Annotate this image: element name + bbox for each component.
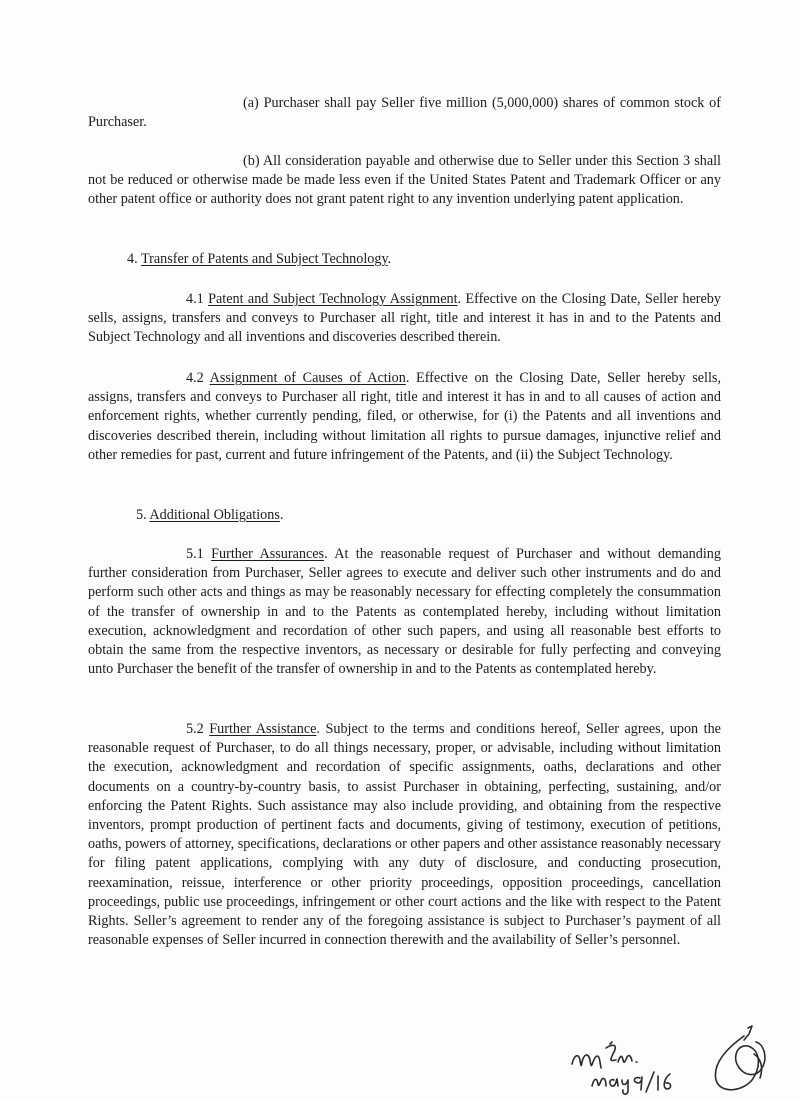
- section-5-1-number: 5.1: [186, 546, 204, 562]
- initials-signature-icon: [566, 1022, 796, 1100]
- section-5-2-body: . Subject to the terms and conditions hereof, Seller agrees, upon the reasonable request of Purchaser, to do all things necessary, proper, or advisable, including without limitation the execution, acknowledgment and recordation of specific assignments, oaths, declarations and other documents on a country-by-country basis, to assist Purchaser in obtaining, perfecting, sustaining, and/or enforcing the Patent Rights. Such assistance may also include providing, and obtaining from the respective inventors, prompt production of pertinent facts and documents, giving of testimony, execution of petitions, oaths, powers of attorney, specifications, declarations or other papers and other assistance reasonably necessary for filing patent applications, complying with any duty of disclosure, and conducting prosecution, reexamination, reissue, interference or other priority proceedings, opposition proceedings, cancellation proceedings, public use proceedings, infringement or other court actions and the like with respect to the Patent Rights. Seller’s agreement to render any of the foregoing assistance is subject to Purchaser’s payment of all reasonable expenses of Seller incurred in connection therewith and the availability of Seller’s personnel.: [88, 721, 721, 949]
- section-5-1-title: Further Assurances: [211, 546, 325, 562]
- section-4-2-body: . Effective on the Closing Date, Seller hereby sells, assigns, transfers and conveys to Purchaser all right, title and interest it has in and to all causes of action and enforcement rights, whether currently pending, filed, or otherwise, for (i) the Patents and all inventions and discoveries described therein, including without limitation all rights to pursue damages, injunctive relief and other remedies for past, current and future infringement of the Patents, and (ii) the Subject Technology.: [88, 370, 721, 463]
- section-5-1: [88, 545, 721, 679]
- section-5-title: Additional Obligations: [149, 507, 280, 523]
- section-4-2: [88, 369, 721, 465]
- paragraph-3b: (b) All consideration payable and otherwise due to Seller under this Section 3 shall not be reduced or otherwise made be made less even if the United States Patent and Trademark Officer or any other patent office or authority does not grant patent right to any invention underlying patent application.: [88, 153, 721, 208]
- section-4-1: [88, 290, 721, 348]
- section-4-1-body: . Effective on the Closing Date, Seller hereby sells, assigns, transfers and conveys to Purchaser all right, title and interest it has in and to the Patents and Subject Technology and all inventions and discoveries described therein.: [88, 291, 721, 346]
- paragraph-3a: (a) Purchaser shall pay Seller five million (5,000,000) shares of common stock of Purchaser.: [88, 95, 721, 131]
- section-4-2-number: 4.2: [186, 370, 204, 386]
- section-4-heading: 4. Transfer of Patents and Subject Technology.: [127, 251, 392, 267]
- section-4-2-title: Assignment of Causes of Action: [209, 370, 406, 386]
- section-5-2-number: 5.2: [186, 721, 204, 737]
- handwritten-initials: [566, 1022, 796, 1100]
- section-4-1-title: Patent and Subject Technology Assignment: [208, 291, 458, 307]
- section-4-number: 4.: [127, 251, 138, 267]
- section-5-2-title: Further Assistance: [209, 721, 317, 737]
- section-5-1-body: . At the reasonable request of Purchaser and without demanding further consideration from Purchaser, Seller agrees to execute and deliver such other instruments and do and perform such other acts and things as may be reasonably necessary for effecting completely the consummation of the transfer of ownership in and to the Patents as contemplated hereby, including without limitation execution, acknowledgment and recordation of other such papers, and using all reasonable best efforts to obtain the same from the respective inventors, as necessary or desirable for fully perfecting and conveying unto Purchaser the benefit of the transfer of ownership in and to the Patents as contemplated hereby.: [88, 546, 721, 678]
- section-5-heading: 5. Additional Obligations.: [136, 507, 284, 523]
- section-4-title: Transfer of Patents and Subject Technology: [140, 251, 388, 267]
- section-5-2: [88, 720, 721, 950]
- section-5-number: 5.: [136, 507, 147, 523]
- section-4-1-number: 4.1: [186, 291, 204, 307]
